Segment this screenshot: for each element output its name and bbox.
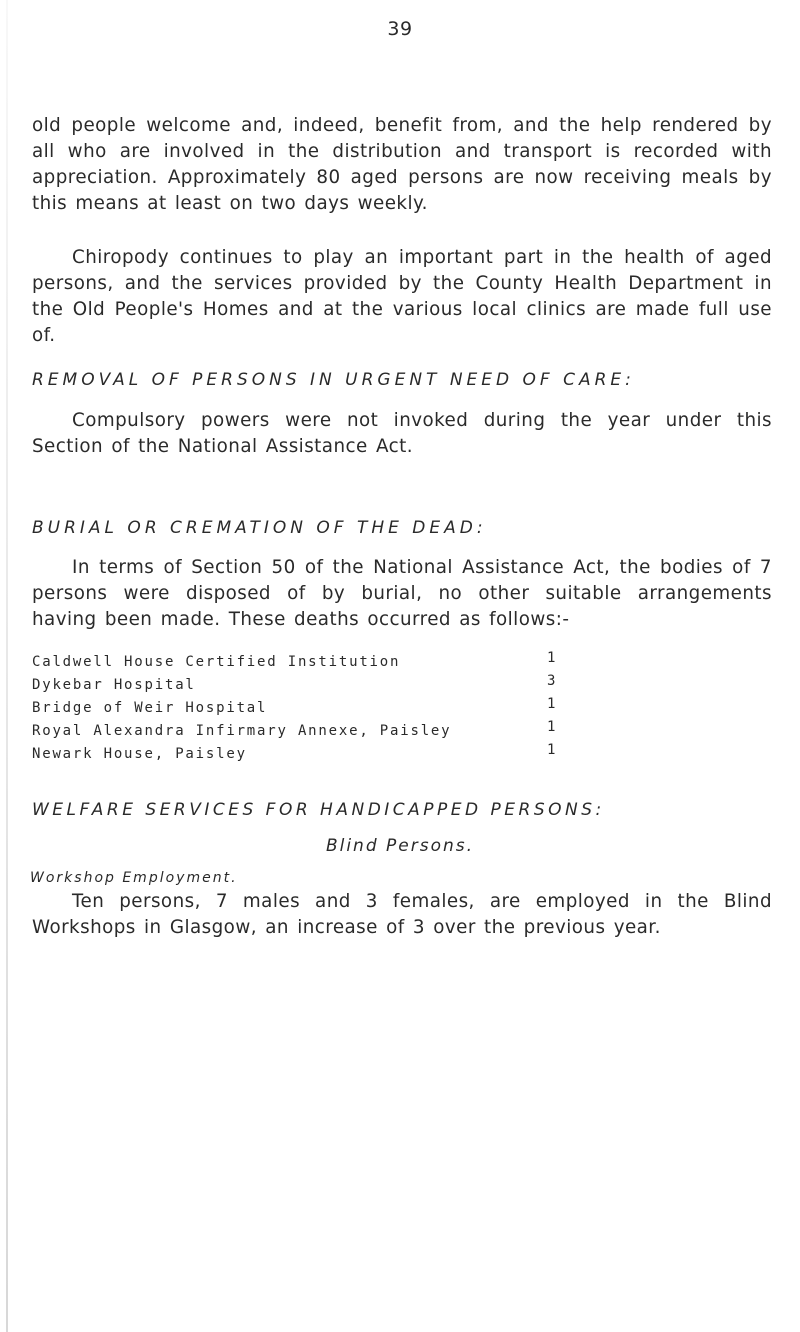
death-place: Caldwell House Certified Institution — [32, 654, 401, 670]
blind-persons-subheading: Blind Persons. — [325, 836, 475, 856]
removal-heading: REMOVAL OF PERSONS IN URGENT NEED OF CARE: — [32, 370, 635, 390]
burial-paragraph: In terms of Section 50 of the National Assistance Act, the bodies of 7 persons were disposed of by burial, no other suitable arrangements having been made. These deaths occurred as follows:- — [32, 557, 772, 630]
deaths-list-item — [32, 651, 582, 674]
deaths-list — [32, 651, 582, 766]
deaths-list-item — [32, 743, 582, 766]
welfare-heading: WELFARE SERVICES FOR HANDICAPPED PERSONS: — [32, 800, 605, 820]
page-number: 39 — [387, 18, 413, 40]
binding-edge — [6, 0, 8, 1332]
chiropody-paragraph: Chiropody continues to play an important part in the health of aged persons, and the services provided by the County Health Department in the Old People's Homes and at the various local clinics are made full use of. — [32, 247, 772, 346]
deaths-list-item — [32, 720, 582, 743]
death-place: Royal Alexandra Infirmary Annexe, Paisley — [32, 723, 452, 739]
death-count: 1 — [547, 742, 558, 758]
death-count: 1 — [547, 696, 558, 712]
death-count: 3 — [547, 673, 558, 689]
death-count: 1 — [547, 719, 558, 735]
death-count: 1 — [547, 650, 558, 666]
death-place: Dykebar Hospital — [32, 677, 196, 693]
workshop-paragraph: Ten persons, 7 males and 3 females, are employed in the Blind Workshops in Glasgow, an increase of 3 over the previous year. — [32, 891, 772, 938]
meals-paragraph: old people welcome and, indeed, benefit from, and the help rendered by all who are involved in the distribution and transport is recorded with appreciation. Approximately 80 aged persons are now receiving meals by this means at least on two days weekly. — [32, 115, 772, 214]
deaths-list-item — [32, 674, 582, 697]
death-place: Newark House, Paisley — [32, 746, 247, 762]
removal-paragraph: Compulsory powers were not invoked during the year under this Section of the National Assistance Act. — [32, 410, 772, 457]
deaths-list-item — [32, 697, 582, 720]
death-place: Bridge of Weir Hospital — [32, 700, 268, 716]
burial-heading: BURIAL OR CREMATION OF THE DEAD: — [32, 518, 487, 538]
workshop-subheading: Workshop Employment. — [30, 870, 238, 886]
